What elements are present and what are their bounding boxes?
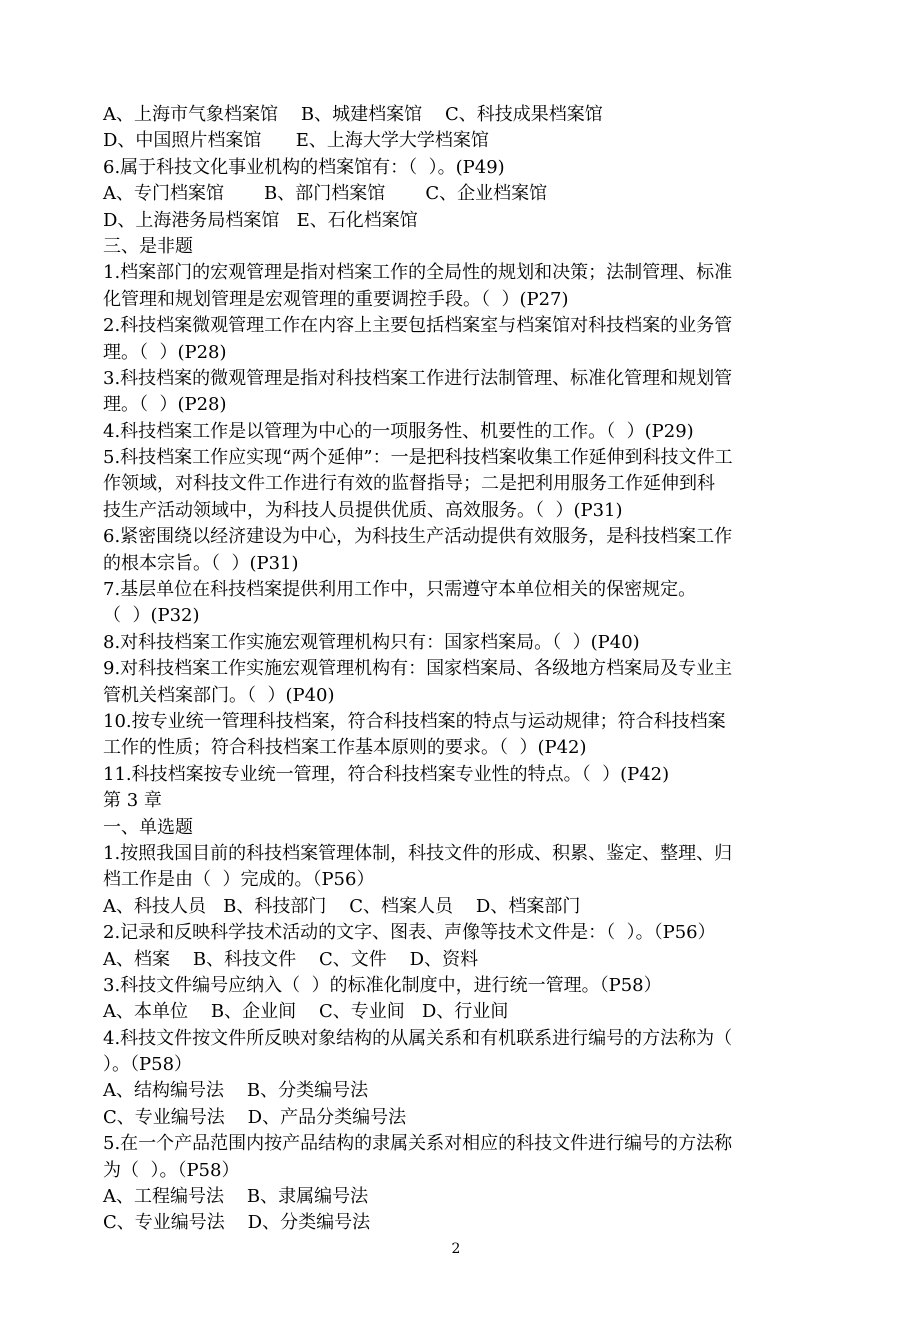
text-line: 9.对科技档案工作实施宏观管理机构有：国家档案局、各级地方档案局及专业主 [103,658,733,680]
text-line: D、中国照片档案馆 E、上海大学大学档案馆 [103,130,489,152]
text-line: 第 3 章 [103,790,162,812]
text-line: 3.科技档案的微观管理是指对科技档案工作进行法制管理、标准化管理和规划管 [103,367,733,389]
text-line: 化管理和规划管理是宏观管理的重要调控手段。（ ）(P27) [103,288,569,310]
text-line: 理。（ ）(P28) [103,394,227,416]
text-line: 2.记录和反映科学技术活动的文字、图表、声像等技术文件是：（ ）。（P56） [103,922,716,944]
text-line: A、科技人员 B、科技部门 C、档案人员 D、档案部门 [103,895,581,917]
text-line: 的根本宗旨。（ ）(P31) [103,552,299,574]
text-line: 技生产活动领域中，为科技人员提供优质、高效服务。（ ）(P31) [103,499,623,521]
text-line: D、上海港务局档案馆 E、石化档案馆 [103,209,418,231]
text-line: 8.对科技档案工作实施宏观管理机构只有：国家档案局。（ ）(P40) [103,631,640,653]
text-line: 5.科技档案工作应实现“两个延伸”：一是把科技档案收集工作延伸到科技文件工 [103,447,733,469]
text-line: A、上海市气象档案馆 B、城建档案馆 C、科技成果档案馆 [103,104,603,125]
text-line: C、专业编号法 D、分类编号法 [103,1212,371,1234]
text-line: 工作的性质；符合科技档案工作基本原则的要求。（ ）(P42) [103,737,587,759]
text-line: 5.在一个产品范围内按产品结构的隶属关系对相应的科技文件进行编号的方法称 [103,1133,733,1155]
text-line: 3.科技文件编号应纳入（ ）的标准化制度中，进行统一管理。（P58） [103,974,662,996]
text-line: 1.按照我国目前的科技档案管理体制，科技文件的形成、积累、鉴定、整理、归 [103,842,733,864]
text-line: 10.按专业统一管理科技档案，符合科技档案的特点与运动规律；符合科技档案 [103,710,726,732]
text-line: 一、单选题 [103,816,193,838]
page-number: 2 [451,1241,461,1257]
text-line: ）。（P58） [103,1054,193,1076]
text-line: 理。（ ）(P28) [103,341,227,363]
text-line: 1.档案部门的宏观管理是指对档案工作的全局性的规划和决策；法制管理、标准 [103,262,733,284]
text-line: 档工作是由（ ）完成的。（P56） [103,869,375,891]
text-line: 三、是非题 [103,235,193,257]
text-line: 管机关档案部门。（ ）(P40) [103,684,335,706]
text-line: 2.科技档案微观管理工作在内容上主要包括档案室与档案馆对科技档案的业务管 [103,315,733,337]
text-line: 作领域，对科技文件工作进行有效的监督指导；二是把利用服务工作延伸到科 [103,473,715,495]
text-line: A、工程编号法 B、隶属编号法 [103,1186,369,1208]
text-line: 4.科技档案工作是以管理为中心的一项服务性、机要性的工作。（ ）(P29) [103,420,694,442]
text-line: 为（ ）。（P58） [103,1159,240,1181]
text-line: 4.科技文件按文件所反映对象结构的从属关系和有机联系进行编号的方法称为（ [103,1027,733,1049]
text-line: A、本单位 B、企业间 C、专业间 D、行业间 [103,1001,509,1023]
text-line: A、专门档案馆 B、部门档案馆 C、企业档案馆 [103,183,548,205]
document-body [103,102,815,1237]
text-line: C、专业编号法 D、产品分类编号法 [103,1106,407,1128]
text-line: 6.属于科技文化事业机构的档案馆有：（ ）。(P49) [103,156,505,178]
text-line: 6.紧密围绕以经济建设为中心，为科技生产活动提供有效服务，是科技档案工作 [103,526,733,548]
text-line: A、结构编号法 B、分类编号法 [103,1080,369,1102]
text-line: 7.基层单位在科技档案提供利用工作中，只需遵守本单位相关的保密规定。 [103,579,697,601]
text-line: （ ）(P32) [103,605,200,627]
text-line: 11.科技档案按专业统一管理，符合科技档案专业性的特点。（ ）(P42) [103,763,670,785]
text-line: A、档案 B、科技文件 C、文件 D、资料 [103,948,479,970]
